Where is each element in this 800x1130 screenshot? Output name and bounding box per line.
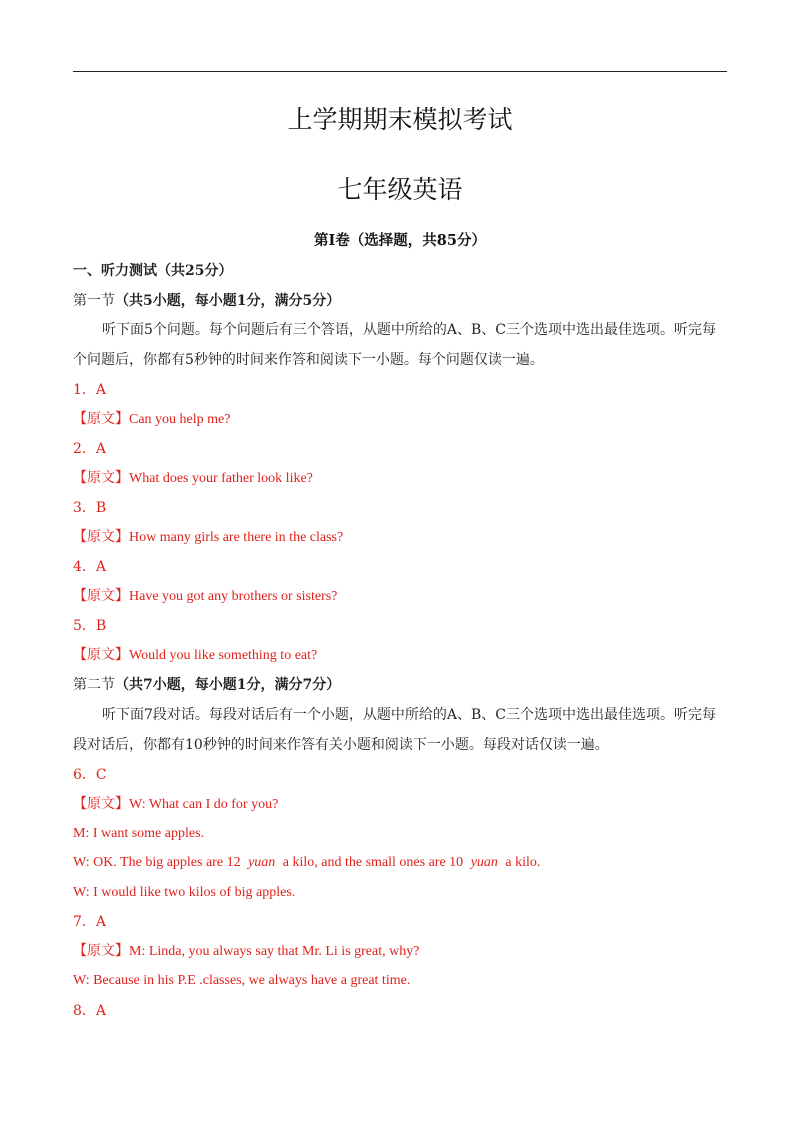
transcript-line xyxy=(73,586,337,607)
exam-subtitle: 七年级英语 xyxy=(337,175,463,204)
transcript-tag: 【原文】 xyxy=(73,943,129,959)
answer-number: 8．A xyxy=(73,1003,107,1019)
transcript-line: M: I want some apples. xyxy=(73,826,205,841)
exam-title: 上学期期末模拟考试 xyxy=(287,105,513,134)
transcript-text: Would you like something to eat? xyxy=(129,648,318,663)
listening-section-title: 一、听力测试（共25分） xyxy=(73,263,233,279)
transcript-line: W: I would like two kilos of big apples. xyxy=(73,885,296,900)
sub-section-1-prefix: 第一节 xyxy=(73,293,115,309)
transcript-line: W: Because in his P.E .classes, we always have a great time. xyxy=(73,973,411,988)
sub-section-1-note: （共5小题，每小题1分，满分5分） xyxy=(115,293,341,309)
transcript-text: Have you got any brothers or sisters? xyxy=(129,589,338,604)
sub-section-2-note: （共7小题，每小题1分，满分7分） xyxy=(115,677,341,693)
transcript-line xyxy=(73,409,230,430)
transcript-text: M: Linda, you always say that Mr. Li is great, why? xyxy=(129,944,420,959)
sub-section-1-instructions-1: 听下面5个问题。每个问题后有三个答语，从题中所给的A、B、C三个选项中选出最佳选项。听完每 xyxy=(102,322,717,338)
answer-number: 7．A xyxy=(73,914,107,930)
answer-number: 5．B xyxy=(73,618,107,634)
sub-section-1-instructions-2: 个问题后，你都有5秒钟的时间来作答和阅读下一小题。每个问题仅读一遍。 xyxy=(73,352,544,368)
transcript-line xyxy=(73,941,419,962)
currency-yuan: yuan xyxy=(470,855,498,870)
transcript-text: How many girls are there in the class? xyxy=(129,530,344,545)
transcript-tag: 【原文】 xyxy=(73,796,129,812)
transcript-text: a kilo, and the small ones are 10 xyxy=(279,855,467,870)
transcript-text: W: What can I do for you? xyxy=(129,797,279,812)
transcript-tag: 【原文】 xyxy=(73,588,129,604)
transcript-text: Can you help me? xyxy=(129,412,231,427)
sub-section-1-heading xyxy=(73,291,340,311)
transcript-line xyxy=(73,794,278,815)
transcript-line xyxy=(73,527,343,548)
transcript-tag: 【原文】 xyxy=(73,529,129,545)
currency-yuan: yuan xyxy=(248,855,276,870)
transcript-text: What does your father look like? xyxy=(129,471,313,486)
sub-section-2-instructions-1: 听下面7段对话。每段对话后有一个小题，从题中所给的A、B、C三个选项中选出最佳选项。听完每 xyxy=(102,707,717,723)
transcript-line xyxy=(73,645,317,666)
answer-number: 2．A xyxy=(73,441,107,457)
header-rule xyxy=(73,71,727,72)
transcript-tag: 【原文】 xyxy=(73,647,129,663)
answer-number: 3．B xyxy=(73,500,107,516)
part-heading: 第Ⅰ卷（选择题，共85分） xyxy=(314,232,486,249)
answer-number: 1．A xyxy=(73,382,107,398)
answer-number: 6．C xyxy=(73,767,107,783)
transcript-text: W: OK. The big apples are 12 xyxy=(73,855,245,870)
answer-number: 4．A xyxy=(73,559,107,575)
transcript-text: a kilo. xyxy=(501,855,541,870)
sub-section-2-instructions-2: 段对话后，你都有10秒钟的时间来作答有关小题和阅读下一小题。每段对话仅读一遍。 xyxy=(73,737,609,753)
sub-section-2-prefix: 第二节 xyxy=(73,677,115,693)
transcript-tag: 【原文】 xyxy=(73,470,129,486)
transcript-line xyxy=(73,468,313,489)
sub-section-2-heading xyxy=(73,675,340,695)
transcript-tag: 【原文】 xyxy=(73,411,129,427)
transcript-line xyxy=(73,853,540,873)
